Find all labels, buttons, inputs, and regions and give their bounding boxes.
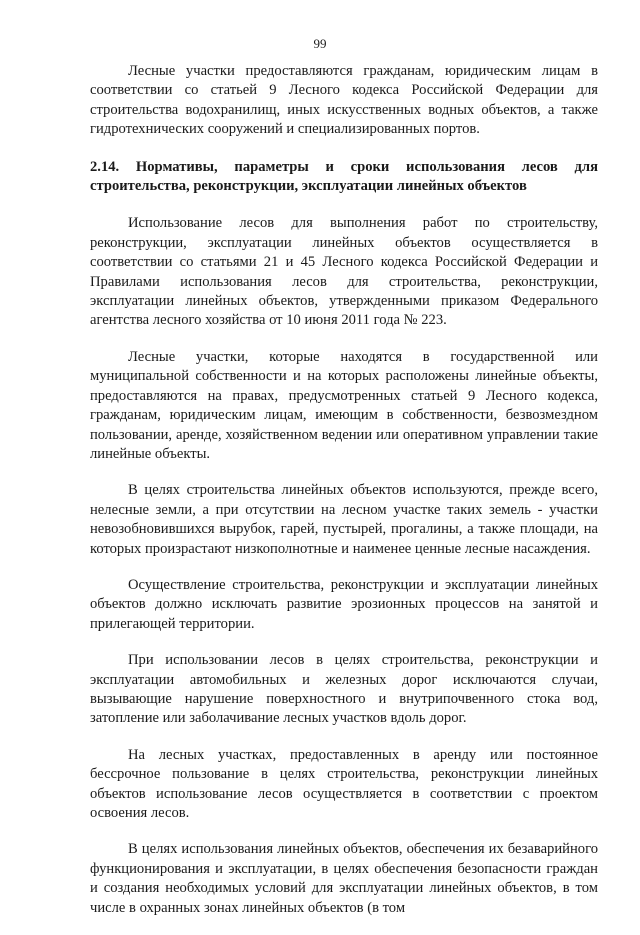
page-content <box>90 62 598 935</box>
section-paragraph-7: В целях использования линейных объектов, обеспечения их безаварийного функционирования и эксплуатации, в целях обеспечения безопасности граждан и создания необходимых условий для эксплуатации линейных объектов, в том числе в охранных зонах линейных объектов (в том <box>90 841 598 916</box>
section-paragraph-2: Лесные участки, которые находятся в государственной или муниципальной собственности и на которых расположены линейные объекты, предоставляются на правах, предусмотренных статьей 9 Лесного кодекса, гражданам, юридическим лицам, имеющим в собственности, безвозмездном пользовании, аренде, хозяйственном ведении или оперативном управлении такие линейные объекты. <box>90 348 598 462</box>
intro-paragraph: Лесные участки предоставляются гражданам, юридическим лицам в соответствии со статьей 9 Лесного кодекса Российской Федерации для строительства водохранилищ, иных искусственных водных объектов, а также гидротехнических сооружений и специализированных портов. <box>90 63 598 138</box>
section-paragraph-1: Использование лесов для выполнения работ по строительству, реконструкции, эксплуатации линейных объектов осуществляется в соответствии со статьями 21 и 45 Лесного кодекса Российской Федерации и Правилами использования лесов для строительства, реконструкции, эксплуатации линейных объектов, утвержденными приказом Федерального агентства лесного хозяйства от 10 июня 2011 года № 223. <box>90 215 598 329</box>
section-paragraph-6: На лесных участках, предоставленных в аренду или постоянное бессрочное пользование в целях строительства, реконструкции линейных объектов использование лесов осуществляется в соответствии с проектом освоения лесов. <box>90 746 598 821</box>
section-paragraph-3: В целях строительства линейных объектов используются, прежде всего, нелесные земли, а при отсутствии на лесном участке таких земель - участки невозобновившихся вырубок, гарей, пустырей, прогалины, а также площади, на которых произрастают низкополнотные и наименее ценные лесные насаждения. <box>90 482 598 557</box>
section-paragraph-4: Осуществление строительства, реконструкции и эксплуатации линейных объектов должно исключать развитие эрозионных процессов на занятой и прилегающей территории. <box>90 576 598 632</box>
page-number: 99 <box>313 36 327 51</box>
section-paragraph-5: При использовании лесов в целях строительства, реконструкции и эксплуатации автомобильных и железных дорог исключаются случаи, вызывающие нарушение поверхностного и внутрипочвенного стока вод, затопление или заболачивание лесных участков вдоль дорог. <box>90 652 598 727</box>
section-heading: 2.14. Нормативы, параметры и сроки использования лесов для строительства, реконструкции, эксплуатации линейных объектов <box>90 158 598 195</box>
